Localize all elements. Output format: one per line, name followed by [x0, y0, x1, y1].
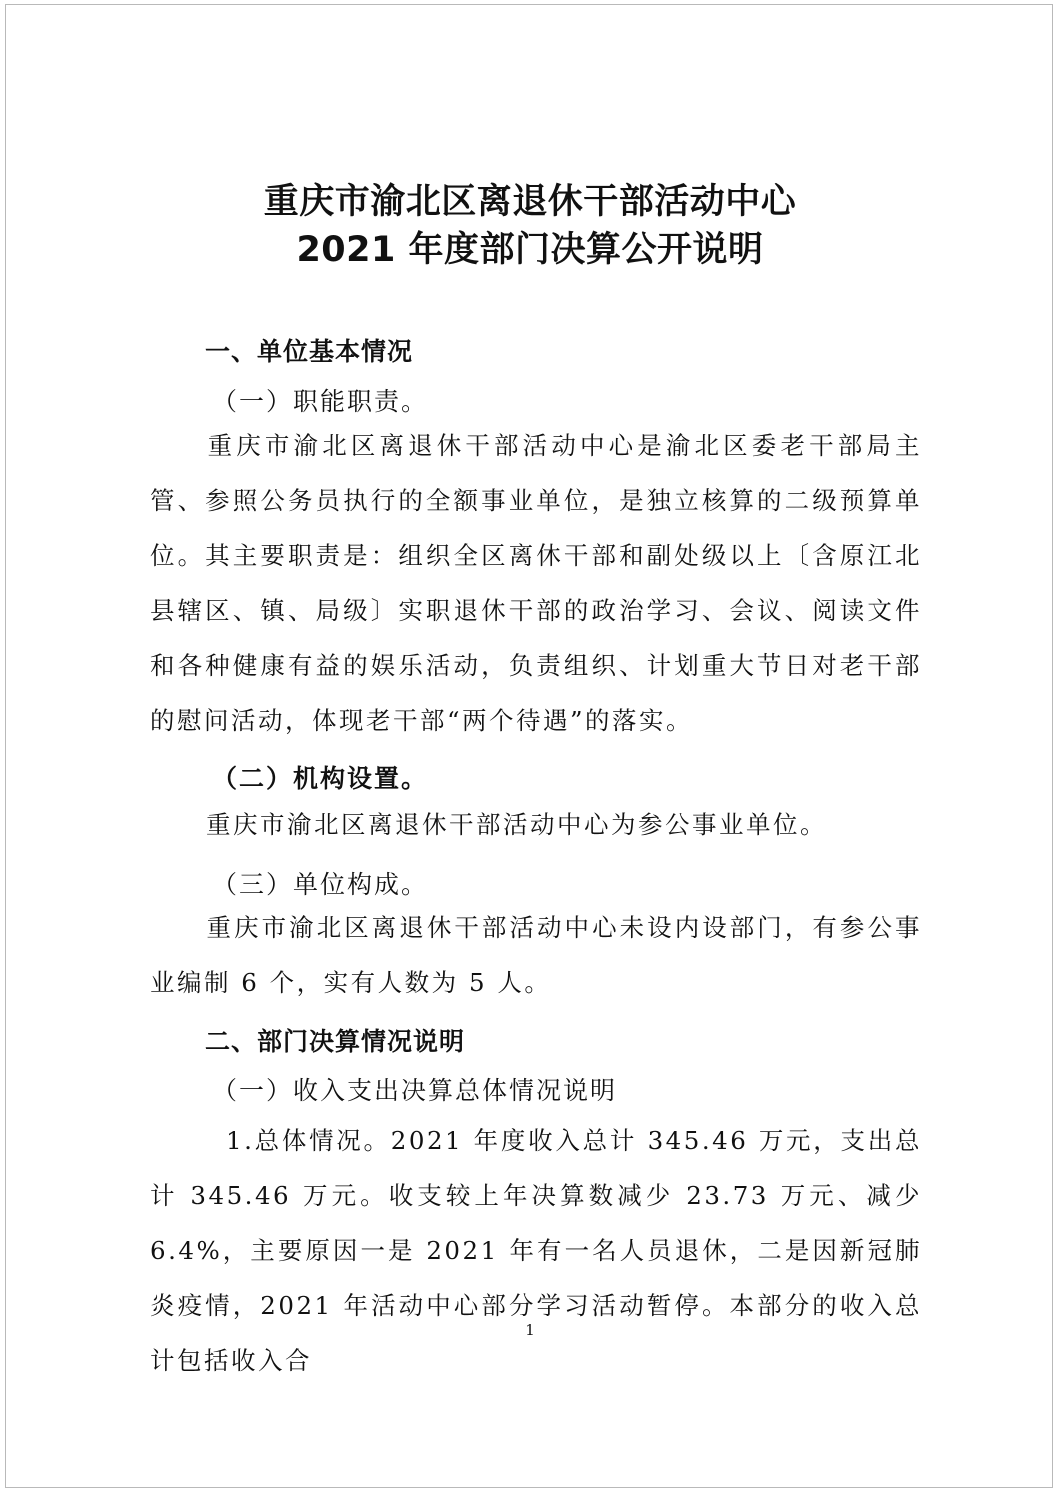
sub2-text: 重庆市渝北区离退休干部活动中心为参公事业单位。: [206, 810, 827, 839]
document-title-line2: 2021 年度部门决算公开说明: [296, 230, 764, 270]
sub2-paragraph: [150, 797, 922, 852]
sub3-text: 重庆市渝北区离退休干部活动中心未设内设部门，有参公事业编制 6 个，实有人数为 5 人。: [150, 913, 922, 997]
page-number: 1: [525, 1321, 535, 1339]
sec2-sub1-paragraph: [150, 1113, 922, 1388]
section2-heading: 二、部门决算情况说明: [205, 1027, 466, 1056]
sub1-paragraph: [150, 418, 922, 748]
document-title-line1: 重庆市渝北区离退休干部活动中心: [263, 182, 797, 222]
section1-heading: 一、单位基本情况: [205, 337, 414, 366]
sub1-heading: （一）职能职责。: [212, 387, 429, 416]
sub3-heading: （三）单位构成。: [212, 870, 429, 899]
sec2-sub1-heading: （一）收入支出决算总体情况说明: [212, 1076, 618, 1105]
sub1-text: 重庆市渝北区离退休干部活动中心是渝北区委老干部局主管、参照公务员执行的全额事业单位，是独立核算的二级预算单位。其主要职责是：组织全区离休干部和副处级以上〔含原江北县辖区、镇、局级〕实职退休干部的政治学习、会议、阅读文件和各种健康有益的娱乐活动，负责组织、计划重大节日对老干部的慰问活动，体现老干部“两个待遇”的落实。: [150, 431, 922, 735]
sub2-heading: （二）机构设置。: [212, 764, 429, 793]
sub3-paragraph: [150, 900, 922, 1010]
sec2-sub1-text: 1.总体情况。2021 年度收入总计 345.46 万元，支出总计 345.46 万元。收支较上年决算数减少 23.73 万元、减少 6.4%，主要原因一是 2021 年有一名人员退休，二是因新冠肺炎疫情，2021 年活动中心部分学习活动暂停。本部分的收入总计包括收入合: [150, 1126, 922, 1375]
